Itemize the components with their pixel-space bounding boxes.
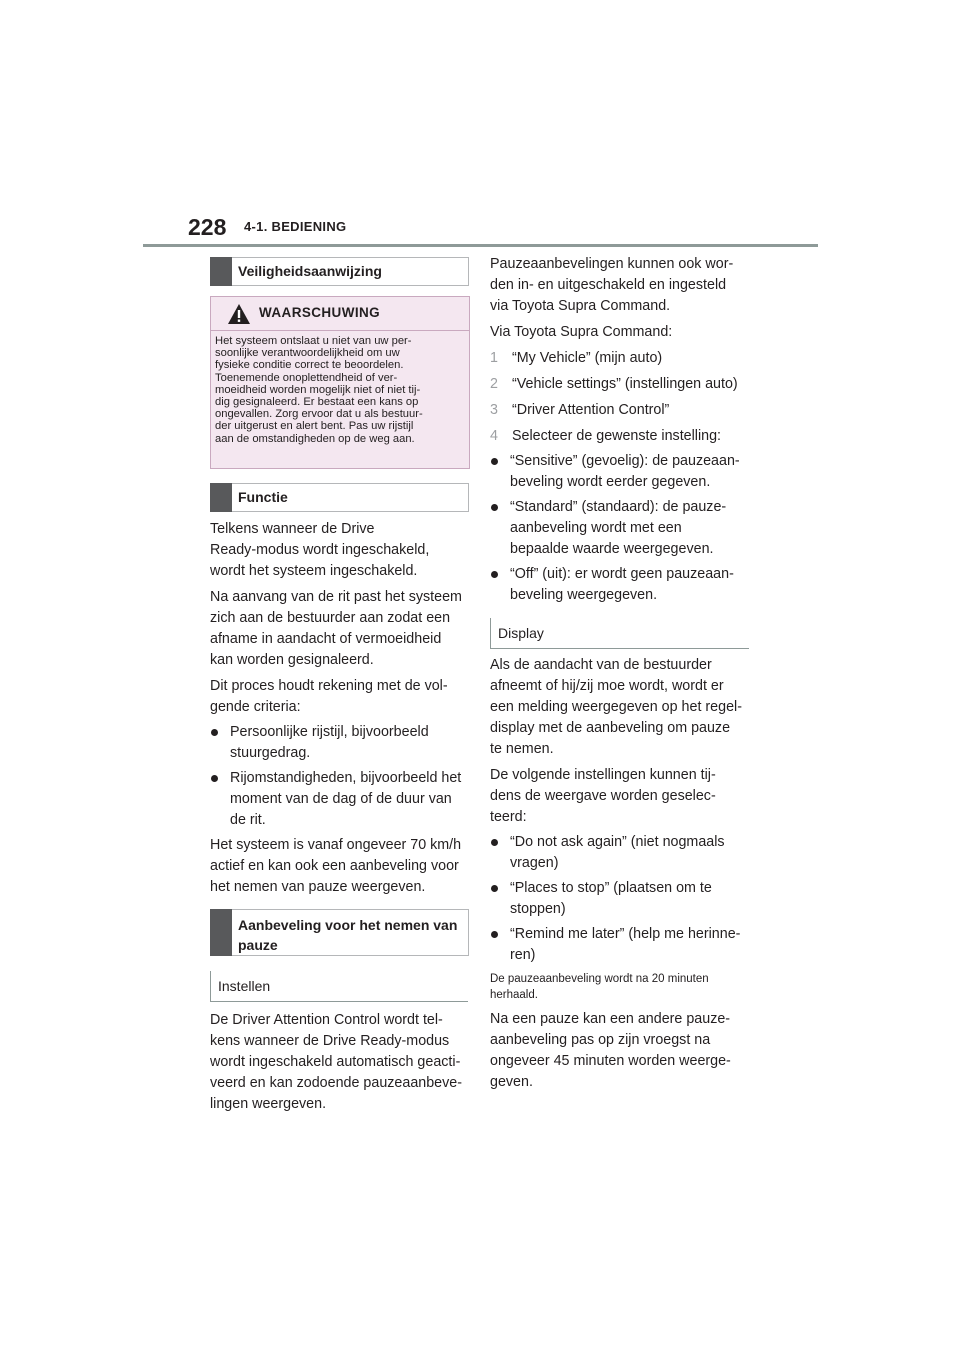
paragraph: Na een pauze kan een andere pauze- aanbeveling pas op zijn vroegst na ongeveer 45 minuten worden weerge- geven. bbox=[490, 1011, 731, 1090]
section-function bbox=[210, 483, 469, 512]
section-tab bbox=[210, 257, 232, 286]
paragraph: De volgende instellingen kunnen tij- dens de weergave worden geselec- teerd: bbox=[490, 767, 716, 825]
section-pause bbox=[210, 909, 469, 956]
paragraph: Via Toyota Supra Command: bbox=[490, 324, 673, 340]
left-text-1 bbox=[210, 519, 470, 898]
warning-line: ongevallen. Zorg ervoor dat u als bestuur- bbox=[215, 408, 423, 421]
step-item bbox=[490, 348, 752, 369]
warning-line: Toenemende onoplettendheid of ver- bbox=[215, 371, 398, 384]
subheading-settings: Instellen bbox=[218, 978, 271, 994]
bullet-icon bbox=[491, 458, 498, 465]
list-item: “Off” (uit): er wordt geen pauzeaan- beveling weergegeven. bbox=[490, 564, 752, 606]
subheading-rule bbox=[210, 971, 211, 1002]
note: De pauzeaanbeveling wordt na 20 minuten herhaald. bbox=[490, 973, 709, 1001]
section-safety bbox=[210, 257, 469, 286]
step-number: 2 bbox=[490, 376, 498, 392]
right-text-1 bbox=[490, 254, 752, 606]
warning-divider bbox=[211, 330, 469, 331]
header-rule bbox=[143, 244, 818, 247]
paragraph: Telkens wanneer de Drive Ready-modus wordt ingeschakeld, wordt het systeem ingeschakeld. bbox=[210, 521, 430, 579]
bullet-icon bbox=[491, 885, 498, 892]
step-item bbox=[490, 400, 752, 421]
right-text-2 bbox=[490, 655, 752, 1093]
subheading-display: Display bbox=[498, 625, 544, 641]
bullet-icon bbox=[491, 931, 498, 938]
paragraph: Het systeem is vanaf ongeveer 70 km/h actief en kan ook een aanbeveling voor het nemen van pauze weergeven. bbox=[210, 837, 462, 895]
step-text: “Driver Attention Control” bbox=[512, 402, 670, 418]
bullet-icon bbox=[491, 571, 498, 578]
step-text: Selecteer de gewenste instelling: bbox=[512, 428, 722, 444]
warning-title: WAARSCHUWING bbox=[259, 305, 381, 320]
warning-text bbox=[215, 335, 465, 445]
list-item: “Do not ask again” (niet nogmaals vragen) bbox=[490, 832, 752, 874]
warning-line: der uitgerust en alert bent. Pas uw rijstijl bbox=[215, 420, 414, 433]
paragraph: Dit proces houdt rekening met de vol- gende criteria: bbox=[210, 678, 448, 715]
warning-line: moeidheid worden mogelijk niet of niet tij- bbox=[215, 383, 421, 396]
warning-line: fysieke conditie correct te beoordelen. bbox=[215, 359, 404, 372]
subheading-rule bbox=[490, 648, 749, 649]
warning-line: soonlijke verantwoordelijkheid om uw bbox=[215, 347, 400, 360]
step-number: 3 bbox=[490, 402, 498, 418]
subheading-rule bbox=[210, 1001, 468, 1002]
section-title: Functie bbox=[238, 489, 288, 505]
chapter-title: 4-1. BEDIENING bbox=[244, 219, 347, 234]
bullet-icon bbox=[211, 729, 218, 736]
paragraph: Pauzeaanbevelingen kunnen ook wor- den in- en uitgeschakeld en ingesteld via Toyota Supra Command. bbox=[490, 256, 734, 314]
section-title: Aanbeveling voor het nemen van pauze bbox=[238, 917, 458, 953]
bullet-icon bbox=[211, 775, 218, 782]
page-number: 228 bbox=[188, 214, 227, 240]
step-text: “Vehicle settings” (instellingen auto) bbox=[512, 376, 738, 392]
warning-box bbox=[210, 296, 470, 469]
subheading-rule bbox=[490, 618, 491, 649]
left-text-2 bbox=[210, 1010, 470, 1115]
step-number: 4 bbox=[490, 428, 498, 444]
list-item: “Places to stop” (plaatsen om te stoppen) bbox=[490, 878, 752, 920]
step-item bbox=[490, 374, 752, 395]
section-tab bbox=[210, 483, 232, 512]
bullet-icon bbox=[491, 839, 498, 846]
step-text: “My Vehicle” (mijn auto) bbox=[512, 350, 663, 366]
paragraph: Na aanvang van de rit past het systeem zich aan de bestuurder aan zodat een afname in aandacht of vermoeidheid kan worden gesignaleerd. bbox=[210, 589, 462, 668]
step-item bbox=[490, 426, 752, 447]
warning-line: aan de omstandigheden op de weg aan. bbox=[215, 432, 415, 445]
bullet-icon bbox=[491, 504, 498, 511]
step-number: 1 bbox=[490, 350, 498, 366]
list-item: “Remind me later” (help me herinne- ren) bbox=[490, 924, 752, 966]
warning-line: Het systeem ontslaat u niet van uw per- bbox=[215, 335, 412, 347]
list-item: “Sensitive” (gevoelig): de pauzeaan- beveling wordt eerder gegeven. bbox=[490, 451, 752, 493]
paragraph: Als de aandacht van de bestuurder afneemt of hij/zij moe wordt, wordt er een melding weergegeven op het regel- display met de aanbeveling om pauze te nemen. bbox=[490, 657, 742, 757]
paragraph: De Driver Attention Control wordt tel- kens wanneer de Drive Ready-modus wordt ingeschakeld automatisch geacti- veerd en kan zodoende pauzeaanbeve- lingen weergeven. bbox=[210, 1012, 462, 1112]
list-item: “Standard” (standaard): de pauze- aanbeveling wordt met een bepaalde waarde weergegeven. bbox=[490, 497, 752, 560]
list-item: Persoonlijke rijstijl, bijvoorbeeld stuurgedrag. bbox=[210, 722, 470, 764]
warning-line: dig gesignaleerd. Er bestaat een kans op bbox=[215, 396, 419, 409]
list-item: Rijomstandigheden, bijvoorbeeld het moment van de dag of de duur van de rit. bbox=[210, 768, 470, 831]
section-tab bbox=[210, 909, 232, 956]
warning-icon bbox=[227, 303, 251, 325]
section-title: Veiligheidsaanwijzing bbox=[238, 263, 382, 279]
